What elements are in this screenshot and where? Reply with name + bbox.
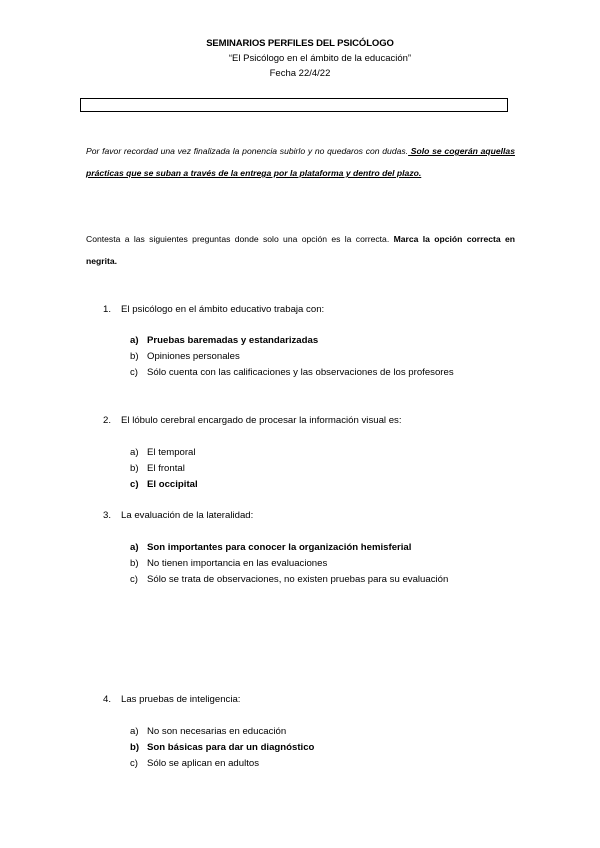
note-text: Por favor recordad una vez finalizada la ponencia subirlo y no quedaros con dudas. <box>86 146 409 156</box>
name-field-box[interactable] <box>80 98 508 112</box>
option-4c[interactable]: c) Sólo se aplican en adultos <box>130 758 260 769</box>
question-1-options <box>130 333 454 381</box>
question-4-options <box>130 724 314 772</box>
seminar-title: SEMINARIOS PERFILES DEL PSICÓLOGO <box>206 38 394 49</box>
instructions-text: Contesta a las siguientes preguntas donde solo una opción es la correcta. <box>86 234 390 244</box>
question-number: 2. <box>103 415 112 426</box>
seminar-date: Fecha 22/4/22 <box>269 68 331 79</box>
instructions-emphasis: Marca la opción correcta en negrita. <box>86 234 516 266</box>
submission-note <box>86 140 515 184</box>
instructions <box>86 228 515 272</box>
question-2-options <box>130 445 198 493</box>
option-3b[interactable]: b) No tienen importancia en las evaluaciones <box>130 558 328 569</box>
option-2a[interactable]: a) El temporal <box>130 447 196 458</box>
question-text: Las pruebas de inteligencia: <box>121 694 241 705</box>
note-emphasis: Solo se cogerán aquellas prácticas que se suban a través de la entrega por la plataforma y dentro del plazo. <box>86 146 515 178</box>
option-4a[interactable]: a) No son necesarias en educación <box>130 726 287 737</box>
document-header <box>0 36 600 81</box>
question-number: 1. <box>103 304 112 315</box>
option-1a[interactable]: a) Pruebas baremadas y estandarizadas <box>130 335 319 346</box>
question-2 <box>103 414 402 428</box>
seminar-subtitle: “El Psicólogo en el ámbito de la educación” <box>228 53 412 64</box>
option-1b[interactable]: b) Opiniones personales <box>130 351 240 362</box>
question-text: La evaluación de la lateralidad: <box>121 510 254 521</box>
question-text: El psicólogo en el ámbito educativo trabaja con: <box>121 304 325 315</box>
option-3c[interactable]: c) Sólo se trata de observaciones, no existen pruebas para su evaluación <box>130 574 449 585</box>
question-text: El lóbulo cerebral encargado de procesar la información visual es: <box>121 415 402 426</box>
option-2b[interactable]: b) El frontal <box>130 463 185 474</box>
question-number: 4. <box>103 694 112 705</box>
question-1 <box>103 303 324 317</box>
question-4 <box>103 693 240 707</box>
question-3 <box>103 509 253 523</box>
question-3-options <box>130 540 448 588</box>
option-4b[interactable]: b) Son básicas para dar un diagnóstico <box>130 742 315 753</box>
option-2c[interactable]: c) El occipital <box>130 479 198 490</box>
option-1c[interactable]: c) Sólo cuenta con las calificaciones y las observaciones de los profesores <box>130 367 454 378</box>
question-number: 3. <box>103 510 112 521</box>
option-3a[interactable]: a) Son importantes para conocer la organización hemisferial <box>130 542 412 553</box>
